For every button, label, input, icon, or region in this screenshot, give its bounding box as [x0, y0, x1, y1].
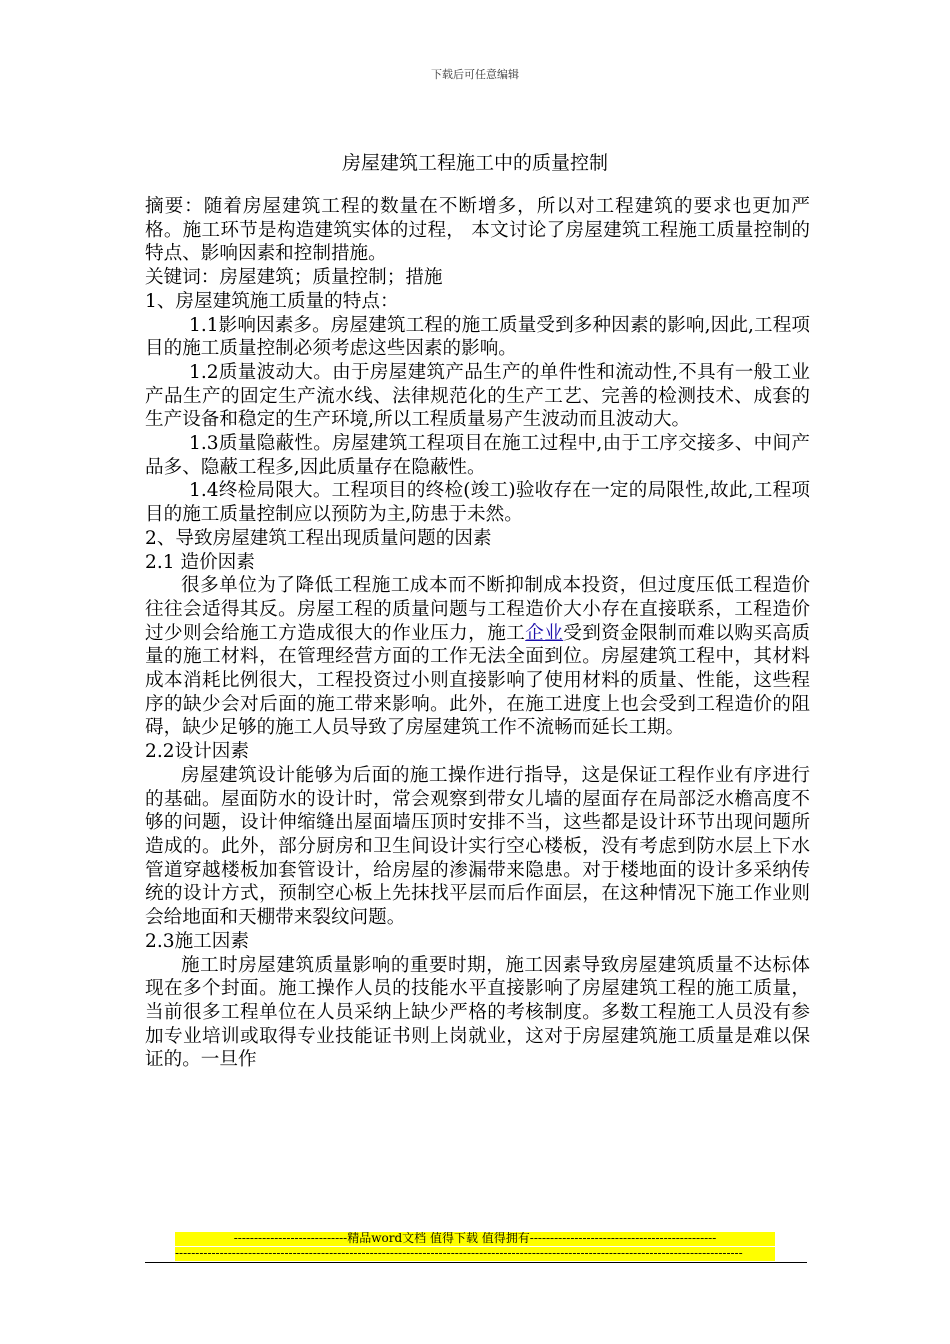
document-title: 房屋建筑工程施工中的质量控制 [341, 152, 608, 174]
paragraph-2-1-text-a: 很多单位为了降低工程施工成本而不断抑制成本投资，但过度压低工程造价往往会适得其反。房屋工程的质量问题与工程造价大小存在直接联系，工程造价过少则会给施工方造成很大的作业压力，施工 [145, 575, 810, 644]
document-body [145, 195, 810, 1072]
subsection-heading-2-3: 2.3施工因素 [145, 930, 249, 952]
footer-banner-line-1: ----------------------------精品word文档 值得下载 值得拥有---------------------------------------------- [175, 1232, 775, 1246]
subsection-heading-2-1: 2.1 造价因素 [145, 551, 255, 573]
paragraph-1-2: 1.2质量波动大。由于房屋建筑产品生产的单件性和流动性,不具有一般工业产品生产的固定生产流水线、法律规范化的生产工艺、完善的检测技术、成套的生产设备和稳定的生产环境,所以工程质量易产生波动而且波动大。 [145, 361, 810, 431]
header-note: 下载后可任意编辑 [431, 68, 519, 81]
section-heading-1: 1、房屋建筑施工质量的特点： [145, 290, 399, 312]
subsection-heading-2-2: 2.2设计因素 [145, 741, 249, 763]
abstract-paragraph: 摘要：随着房屋建筑工程的数量在不断增多，所以对工程建筑的要求也更加严格。施工环节是构造建筑实体的过程， 本文讨论了房屋建筑工程施工质量控制的特点、影响因素和控制措施。 [145, 196, 810, 265]
paragraph-2-2: 房屋建筑设计能够为后面的施工操作进行指导，这是保证工程作业有序进行的基础。屋面防水的设计时，常会观察到带女儿墙的屋面存在局部泛水檐高度不够的问题，设计伸缩缝出屋面墙压顶时安排不当，这些都是设计环节出现问题所造成的。此外，部分厨房和卫生间设计实行空心楼板，没有考虑到防水层上下水管道穿越楼板加套管设计，给房屋的渗漏带来隐患。对于楼地面的设计多采纳传统的设计方式，预制空心板上先抹找平层而后作面层，在这种情况下施工作业则会给地面和天棚带来裂纹问题。 [145, 764, 810, 929]
footer-rule [145, 1262, 807, 1263]
paragraph-1-1: 1.1影响因素多。房屋建筑工程的施工质量受到多种因素的影响,因此,工程项目的施工质量控制必须考虑这些因素的影响。 [145, 314, 810, 360]
paragraph-2-1-text-b: 受到资金限制而难以购买高质量的施工材料，在管理经营方面的工作无法全面到位。房屋建筑工程中，其材料成本消耗比例很大，工程投资过小则直接影响了使用材料的质量、性能，这些程序的缺少会对后面的施工带来影响。此外，在施工进度上也会受到工程造价的阻碍，缺少足够的施工人员导致了房屋建筑工作不流畅而延长工期。 [145, 622, 810, 739]
paragraph-2-3: 施工时房屋建筑质量影响的重要时期，施工因素导致房屋建筑质量不达标体现在多个封面。施工操作人员的技能水平直接影响了房屋建筑工程的施工质量，当前很多工程单位在人员采纳上缺少严格的考核制度。多数工程施工人员没有参加专业培训或取得专业技能证书则上岗就业，这对于房屋建筑施工质量是难以保证的。一旦作 [145, 954, 810, 1071]
footer-banner-line-2: -------------------------------------------------------------------------------------------------------------------------------------------- [175, 1247, 775, 1261]
enterprise-link[interactable]: 企业 [525, 622, 564, 644]
paragraph-1-3: 1.3质量隐蔽性。房屋建筑工程项目在施工过程中,由于工序交接多、中间产品多、隐蔽工程多,因此质量存在隐蔽性。 [145, 433, 810, 478]
section-heading-2: 2、导致房屋建筑工程出现质量问题的因素 [145, 527, 492, 549]
paragraph-2-1 [145, 574, 810, 740]
paragraph-1-4: 1.4终检局限大。工程项目的终检(竣工)验收存在一定的局限性,故此,工程项目的施工质量控制应以预防为主,防患于未然。 [145, 480, 810, 526]
keywords-line: 关键词：房屋建筑；质量控制；措施 [145, 267, 443, 289]
